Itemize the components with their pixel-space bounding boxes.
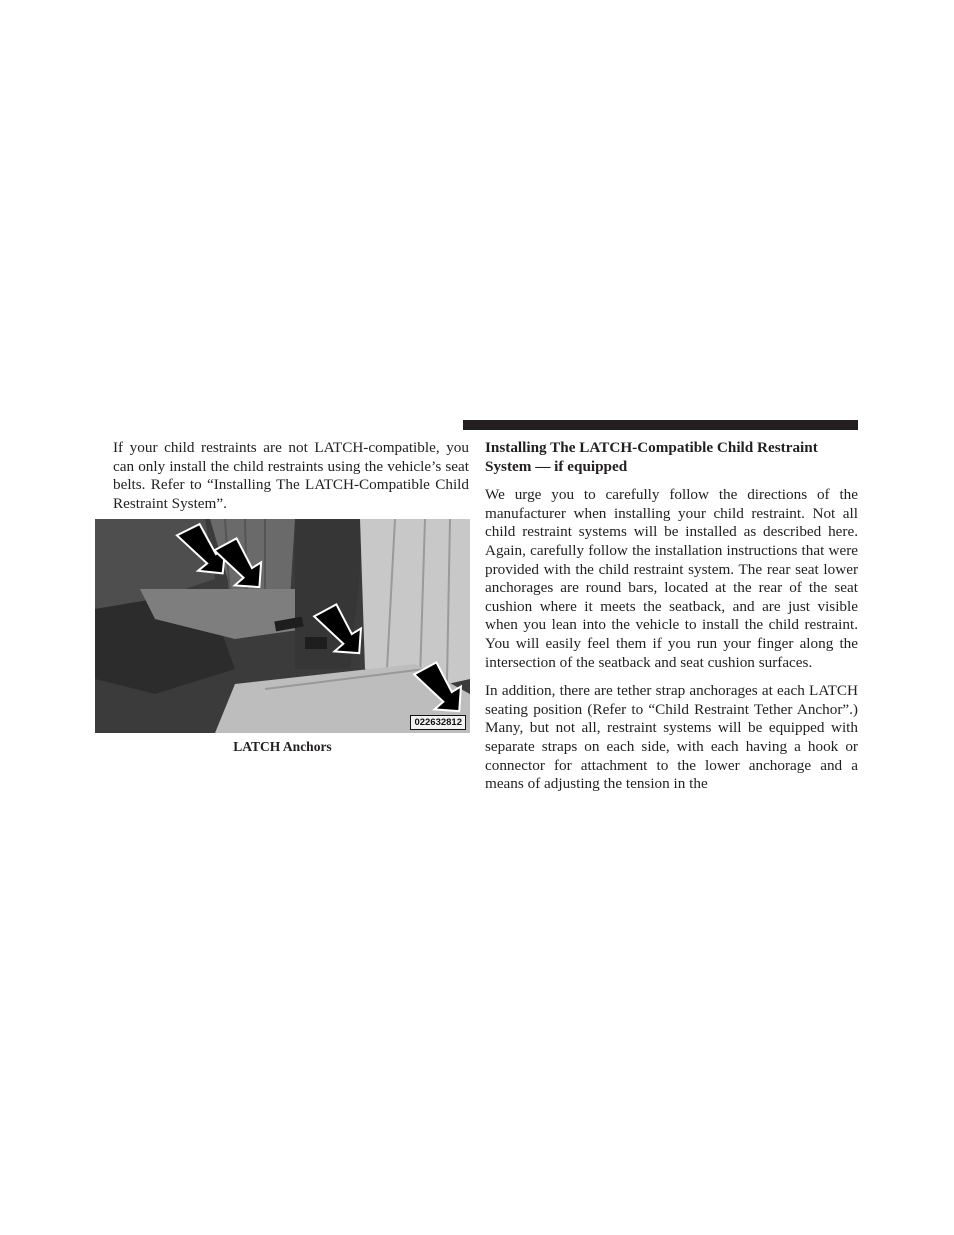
right-column (485, 439, 858, 794)
section-header-bar (463, 420, 858, 430)
left-column (113, 439, 469, 513)
latch-anchors-photo (95, 519, 470, 733)
body-paragraph-2: In addition, there are tether strap anchorages at each LATCH seating position (Refer to “Child Restraint Tether Anchor”.) Many, but not all, restraint systems will be equipped with separate straps on each side, with each having a hook or connector for attachment to the lower anchorage and a means of adjusting the tension in the (485, 682, 858, 793)
latch-compat-paragraph: If your child restraints are not LATCH-compatible, you can only install the child restraints using the vehicle’s seat belts. Refer to “Installing The LATCH-Compatible Child Restraint System”. (113, 439, 469, 512)
seat-illustration (95, 519, 470, 733)
figure-caption: LATCH Anchors (233, 739, 332, 754)
figure-code: 022632812 (410, 715, 466, 730)
section-heading: Installing The LATCH-Compatible Child Restraint System — if equipped (485, 439, 818, 475)
body-paragraph-1: We urge you to carefully follow the directions of the manufacturer when installing your child restraint. Not all child restraint systems will be installed as described here. Again, carefully follow the installation instructions that were provided with the child restraint system. The rear seat lower anchorages are round bars, located at the rear of the seat cushion where it meets the seatback, and are just visible when you lean into the vehicle to install the child restraint. You will easily feel them if you run your finger along the intersection of the seatback and seat cushion surfaces. (485, 486, 858, 671)
